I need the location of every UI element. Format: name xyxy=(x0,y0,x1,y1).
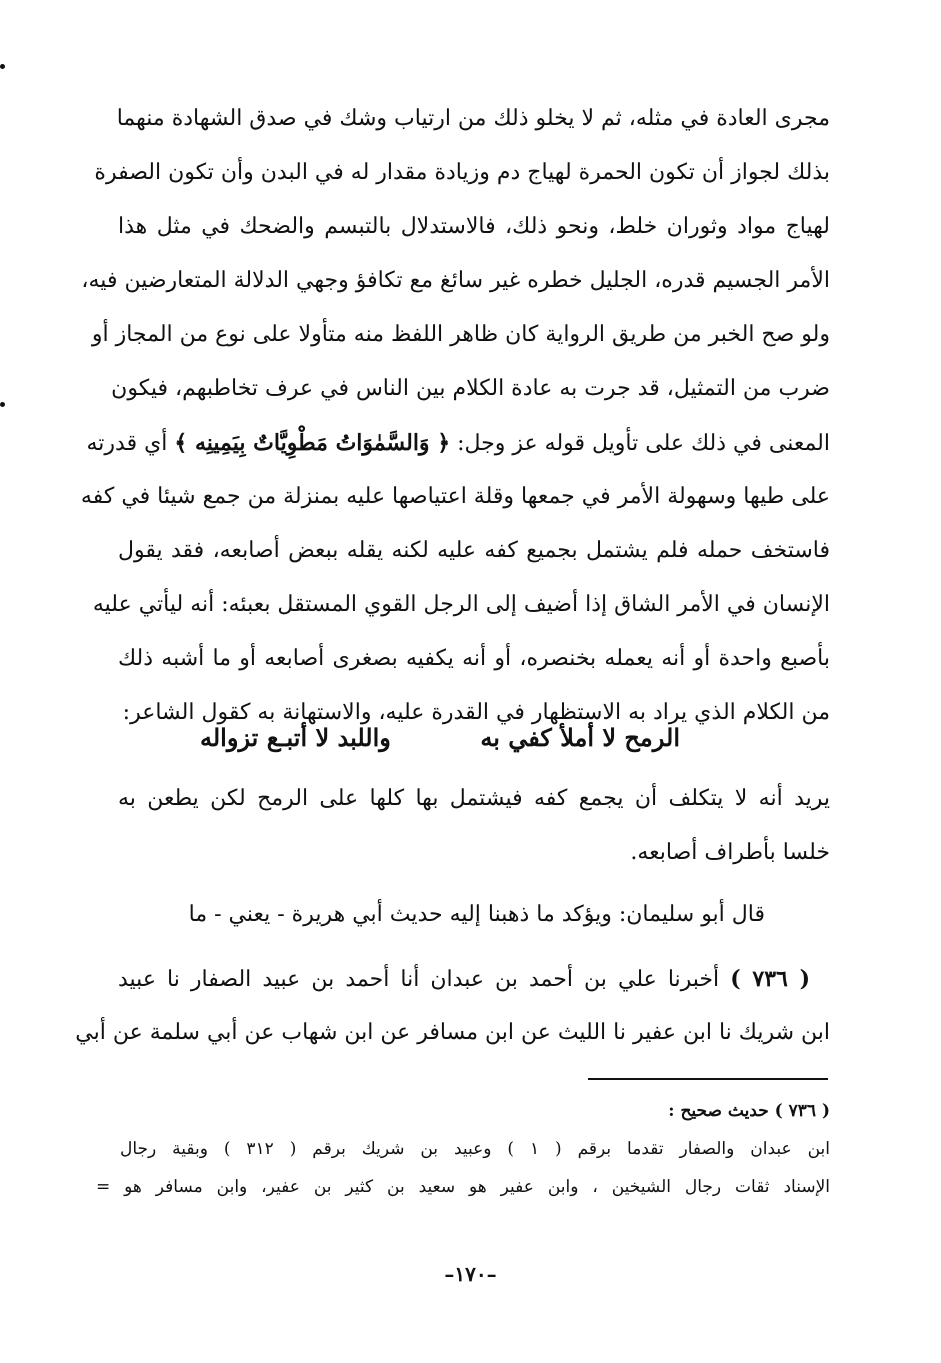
text-line: بذلك لجواز أن تكون الحمرة لهياج دم وزيادة مقدار له في البدن وأن تكون الصفرة xyxy=(94,160,830,185)
text-line: قال أبو سليمان: ويؤكد ما ذهبنا إليه حديث أبي هريرة - يعني - ما xyxy=(188,902,765,927)
main-text xyxy=(80,92,830,740)
hadith-line: ابن شريك نا ابن عفير نا الليث عن ابن مسافر عن ابن شهاب عن أبي سلمة عن أبي xyxy=(75,1020,830,1045)
page-number: –١٧٠– xyxy=(444,1262,497,1286)
quran-verse: ﴿ وَالسَّمٰوَاتُ مَطْوِيَّاتٌ بِيَمِينِه ﴾ xyxy=(174,430,451,456)
after-poem-text xyxy=(118,772,830,880)
footnote xyxy=(96,1092,830,1206)
hadith-paragraph xyxy=(75,952,830,1060)
text-line: الأمر الجسيم قدره، الجليل خطره غير سائغ مع تكافؤ وجهي الدلالة المتعارضين فيه، xyxy=(81,268,830,293)
poem-second-hemistich: واللبد لا أتبـع تزواله xyxy=(200,722,391,752)
text-segment: أخبرنا علي بن أحمد بن عبدان أنا أحمد بن عبيد الصفار نا عبيد xyxy=(118,967,731,992)
hadith-line xyxy=(118,952,830,1006)
text-line: من الكلام الذي يراد به الاستظهار في القدرة عليه، والاستهانة به كقول الشاعر: xyxy=(122,700,830,725)
text-segment: أي قدرته xyxy=(86,431,175,456)
footnote-line: ابن عبدان والصفار تقدما برقم ( ١ ) وعبيد بن شريك برقم ( ٣١٢ ) وبقية رجال xyxy=(120,1139,830,1159)
poem-verse xyxy=(200,712,680,762)
footnote-line: الإسناد ثقات رجال الشيخين ، وابن عفير هو سعيد بن كثير بن عفير، وابن مسافر هو = xyxy=(96,1177,830,1197)
text-line-with-verse xyxy=(86,416,830,470)
text-segment: المعنى في ذلك على تأويل قوله عز وجل: xyxy=(450,431,830,456)
text-line: مجرى العادة في مثله، ثم لا يخلو ذلك من ارتياب وشك في صدق الشهادة منهما xyxy=(116,106,830,131)
text-line: ضرب من التمثيل، قد جرت به عادة الكلام بين الناس في عرف تخاطبهم، فيكون xyxy=(111,376,830,401)
abu-sulaiman-paragraph xyxy=(180,888,765,942)
scan-mark-dot xyxy=(0,64,5,69)
text-line: الإنسان في الأمر الشاق إذا أضيف إلى الرجل القوي المستقل بعبئه: أنه ليأتي عليه xyxy=(92,592,830,617)
text-line: فاستخف حمله فلم يشتمل بجميع كفه عليه لكنه يقله ببعض أصابعه، فقد يقول xyxy=(118,538,830,563)
poem-first-hemistich: الرمح لا أملأ كفي به xyxy=(480,722,680,752)
footnote-heading: ( ٧٣٦ ) حديث صحيح : xyxy=(668,1101,830,1121)
text-line: يريد أنه لا يتكلف أن يجمع كفه فيشتمل بها كلها على الرمح لكن يطعن به xyxy=(118,786,830,811)
text-line: على طيها وسهولة الأمر في جمعها وقلة اعتياصها عليه بمنزلة من جمع شيئا في كفه xyxy=(80,484,830,509)
hadith-number: ( ٧٣٦ ) xyxy=(730,966,810,992)
scan-mark-dot xyxy=(0,402,5,407)
text-line: خلسا بأطراف أصابعه. xyxy=(630,840,830,865)
footnote-divider xyxy=(588,1078,828,1080)
text-line: ولو صح الخبر من طريق الرواية كان ظاهر اللفظ منه متأولا على نوع من المجاز أو xyxy=(91,322,830,347)
text-line: بأصبع واحدة أو أنه يعمله بخنصره، أو أنه يكفيه بصغرى أصابعه أو ما أشبه ذلك xyxy=(118,646,830,671)
text-line: لهياج مواد وثوران خلط، ونحو ذلك، فالاستدلال بالتبسم والضحك في مثل هذا xyxy=(118,214,830,239)
